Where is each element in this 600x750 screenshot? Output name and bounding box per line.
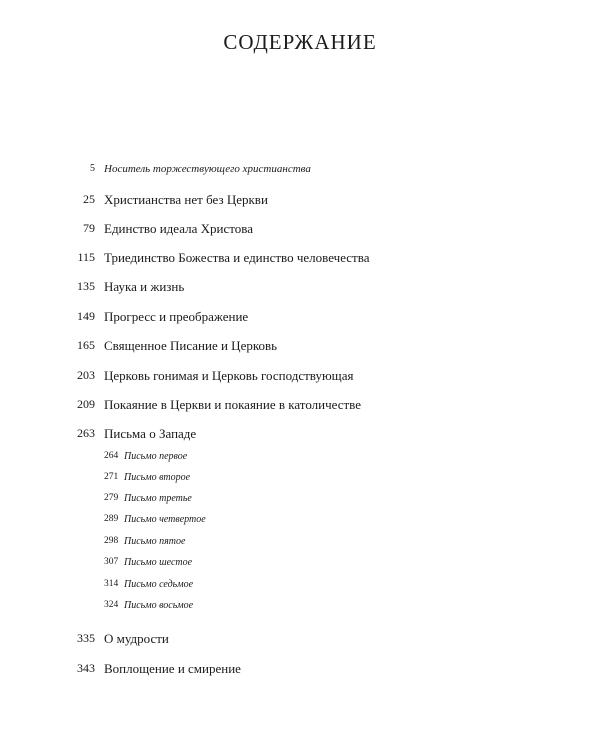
toc-page-number: 165: [77, 338, 95, 352]
toc-entry: [0, 192, 600, 214]
toc-entry-title: Покаяние в Церкви и покаяние в католичестве: [104, 397, 362, 412]
toc-subentry: [0, 557, 600, 579]
toc-page-number: 279: [104, 493, 119, 503]
toc-entry: [0, 426, 600, 448]
toc-entry-title: Письма о Западе: [104, 426, 197, 441]
toc-page-number: 209: [77, 397, 95, 411]
toc-entry-title: Письмо пятое: [124, 536, 186, 547]
toc-subentry: [0, 600, 600, 622]
toc-page-number: 79: [83, 221, 95, 235]
toc-entry-title: Письмо первое: [124, 451, 188, 462]
toc-entry-title: Воплощение и смирение: [104, 661, 241, 676]
toc-entry: [0, 368, 600, 390]
toc-subentry: [0, 536, 600, 558]
toc-entry: [0, 250, 600, 272]
toc-subentry: [0, 579, 600, 601]
toc-page-number: 343: [77, 661, 95, 675]
toc-page-number: 271: [104, 472, 119, 482]
toc-subentry: [0, 493, 600, 515]
toc-entry: [0, 163, 600, 185]
toc-entry-title: Единство идеала Христова: [104, 221, 253, 236]
toc-entry: [0, 661, 600, 683]
toc-entry: [0, 631, 600, 653]
toc-entry-title: Носитель торжествующего христианства: [104, 163, 311, 175]
toc-entry-title: Письмо седьмое: [124, 579, 194, 590]
toc-entry-title: Письмо шестое: [124, 557, 193, 568]
toc-entry: [0, 279, 600, 301]
toc-entry-title: Наука и жизнь: [104, 279, 185, 294]
toc-page-number: 115: [77, 250, 95, 264]
toc-entry-title: Священное Писание и Церковь: [104, 338, 278, 353]
toc-entry: [0, 309, 600, 331]
page-title: СОДЕРЖАНИЕ: [223, 30, 377, 54]
toc-page-number: 335: [77, 631, 95, 645]
toc-entry: [0, 338, 600, 360]
toc-subentry: [0, 451, 600, 473]
toc-entry-title: Письмо восьмое: [124, 600, 194, 611]
toc-entry-title: Триединство Божества и единство человечества: [104, 250, 370, 265]
toc-entry-title: Письмо четвертое: [124, 514, 206, 525]
toc-page-number: 307: [104, 557, 119, 567]
toc-entry-title: Письмо третье: [124, 493, 192, 504]
toc-page-number: 314: [104, 579, 119, 589]
toc-entry-title: Прогресс и преображение: [104, 309, 249, 324]
toc-subentry: [0, 472, 600, 494]
toc-entry: [0, 397, 600, 419]
toc-entry-title: Церковь гонимая и Церковь господствующая: [104, 368, 354, 383]
toc-entry-title: Христианства нет без Церкви: [104, 192, 268, 207]
toc-page-number: 298: [104, 536, 119, 546]
toc-subentry: [0, 514, 600, 536]
toc-page-number: 263: [77, 426, 95, 440]
toc-entry-title: Письмо второе: [124, 472, 191, 483]
toc-page-number: 289: [104, 514, 119, 524]
toc-page-number: 25: [83, 192, 95, 206]
toc-page-number: 5: [90, 163, 95, 174]
toc-page-number: 264: [104, 451, 119, 461]
toc-page-number: 203: [77, 368, 95, 382]
toc-page-number: 324: [104, 600, 119, 610]
toc-page-number: 149: [77, 309, 95, 323]
toc-entry-title: О мудрости: [104, 631, 169, 646]
toc-page-number: 135: [77, 279, 95, 293]
toc-entry: [0, 221, 600, 243]
